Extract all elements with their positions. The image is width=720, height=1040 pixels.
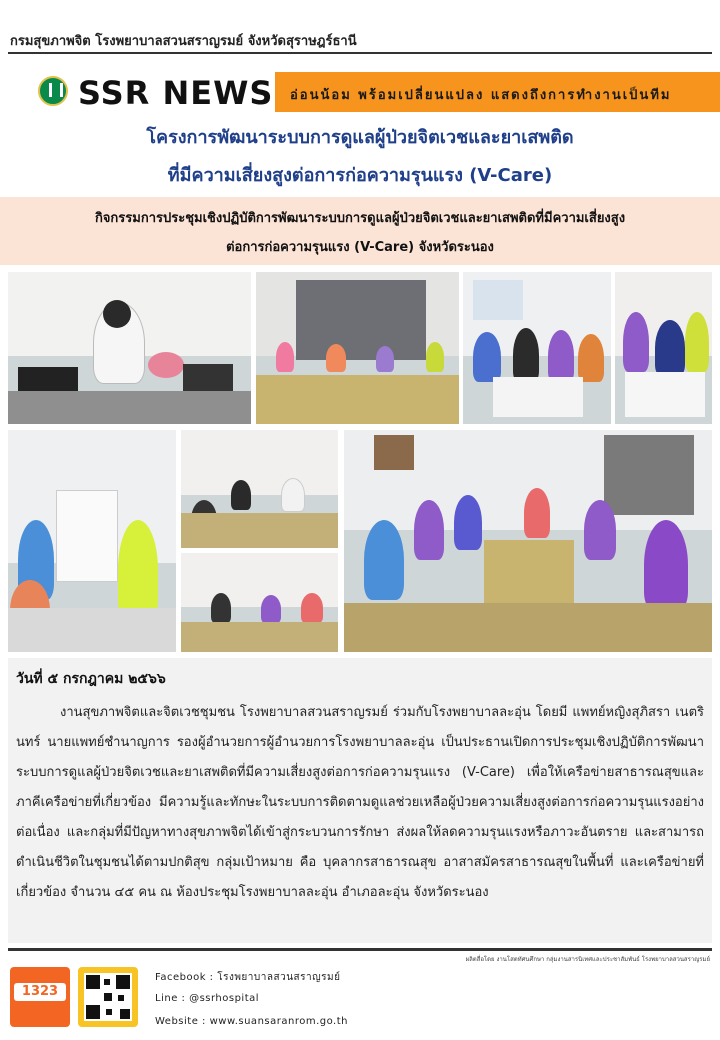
photo-chairperson	[8, 272, 251, 424]
footer-divider	[8, 948, 712, 951]
article-date: วันที่ ๕ กรกฎาคม ๒๕๖๖	[16, 671, 166, 687]
photo-meeting-room	[256, 272, 459, 424]
website-link[interactable]: Website : www.suansaranrom.go.th	[155, 1016, 348, 1027]
mental-health-dept-logo-icon	[38, 76, 68, 106]
project-title-line1: โครงการพัฒนาระบบการดูแลผู้ป่วยจิตเวชและยาเสพติด	[146, 127, 574, 148]
article-body: งานสุขภาพจิตและจิตเวชชุมชน โรงพยาบาลสวนสราญรมย์ ร่วมกับโรงพยาบาลละอุ่น โดยมี แพทย์หญิงสุภิสรา เนตรินทร์ นายแพทย์ชำนาญการ รองผู้อำนวยการผู้อำนวยการโรงพยาบาลละอุ่น เป็นประธานเปิดการประชุมเชิงปฏิบัติการพัฒนาระบบการดูแลผู้ป่วยจิตเวชและยาเสพติดที่มีความเสี่ยงสูงต่อการก่อความรุนแรง (V-Care) เพื่อให้เครือข่ายสาธารณสุขและภาคีเครือข่ายที่เกี่ยวข้อง มีความรู้และทักษะในระบบการติดตามดูแลช่วยเหลือผู้ป่วยความเสี่ยงสูงต่อการก่อความรุนแรงอย่างต่อเนื่อง และกลุ่มที่มีปัญหาทางสุขภาพจิตได้เข้าสู่กระบวนการรักษา ส่งผลให้ลดความรุนแรงหรือภาวะอันตราย และสามารถดำเนินชีวิตในชุมชนได้ตามปกติสุข กลุ่มเป้าหมาย คือ บุคลากรสาธารณสุข อาสาสมัครสาธารณสุขในพื้นที่ และเครือข่ายที่เกี่ยวข้อง จำนวน ๔๕ คน ณ ห้องประชุมโรงพยาบาลละอุ่น อำเภอละอุ่น จังหวัดระนอง	[16, 705, 704, 900]
photo-group-work-1	[463, 272, 611, 424]
header-divider	[8, 52, 712, 54]
photo-group-work-2	[615, 272, 712, 424]
qr-code-icon[interactable]	[84, 973, 132, 1021]
activity-line2: ต่อการก่อความรุนแรง (V-Care) จังหวัดระนอง	[226, 240, 494, 255]
activity-line1: กิจกรรมการประชุมเชิงปฏิบัติการพัฒนาระบบการดูแลผู้ป่วยจิตเวชและยาเสพติดที่มีความเสี่ยงสูง	[94, 211, 626, 226]
photo-small-group-2	[181, 553, 338, 652]
production-credit: ผลิตสื่อโดย งานโสตทัศนศึกษา กลุ่มงานสารนิเทศและประชาสัมพันธ์ โรงพยาบาลสวนสราญรมย์	[465, 956, 710, 963]
photo-participants	[344, 430, 712, 652]
hotline-number: 1323	[14, 983, 66, 1001]
news-title: SSR NEWS	[78, 74, 274, 112]
department-name: กรมสุขภาพจิต โรงพยาบาลสวนสราญรมย์ จังหวัดสุราษฎร์ธานี	[10, 34, 357, 49]
project-title-line2: ที่มีความเสี่ยงสูงต่อการก่อความรุนแรง (V-Care)	[167, 165, 553, 186]
photo-small-group-1	[181, 430, 338, 548]
photo-flipchart-presentation	[8, 430, 176, 652]
slogan: อ่อนน้อม พร้อมเปลี่ยนแปลง แสดงถึงการทำงานเป็นทีม	[290, 88, 672, 103]
line-link[interactable]: Line : @ssrhospital	[155, 993, 260, 1004]
facebook-link[interactable]: Facebook : โรงพยาบาลสวนสราญรมย์	[155, 972, 341, 983]
